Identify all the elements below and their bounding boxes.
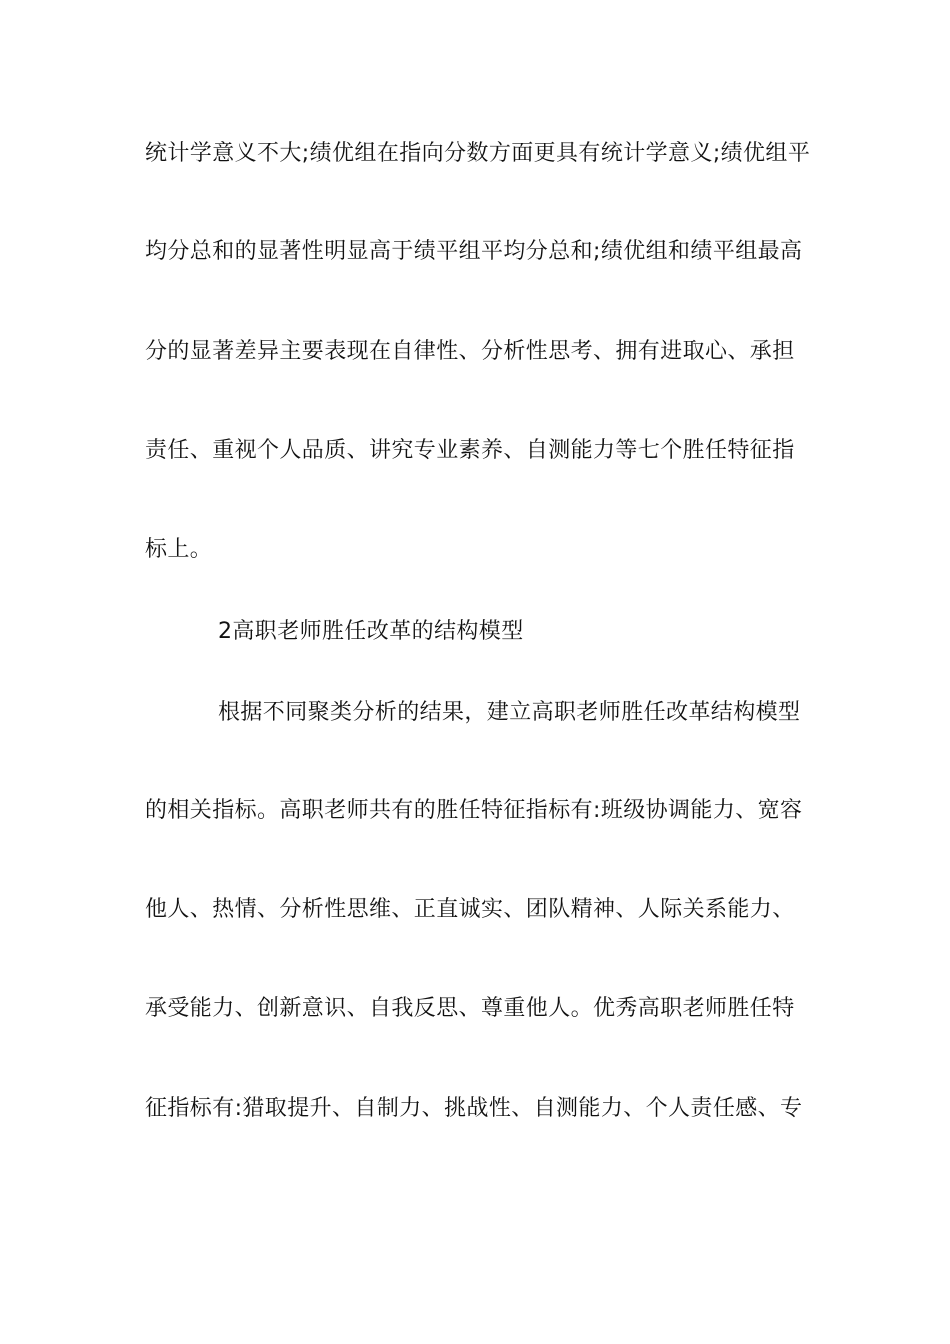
text-line-1: 统计学意义不大;绩优组在指向分数方面更具有统计学意义;绩优组平 — [145, 141, 811, 166]
paragraph-line-1: 根据不同聚类分析的结果，建立高职老师胜任改革结构模型 — [218, 700, 801, 725]
paragraph-line-3: 他人、热情、分析性思维、正直诚实、团队精神、人际关系能力、 — [145, 897, 795, 922]
text-line-4: 责任、重视个人品质、讲究专业素养、自测能力等七个胜任特征指 — [145, 438, 795, 463]
section-heading: 2高职老师胜任改革的结构模型 — [218, 619, 524, 644]
text-line-3: 分的显著差异主要表现在自律性、分析性思考、拥有进取心、承担 — [145, 339, 795, 364]
text-line-5: 标上。 — [145, 537, 213, 562]
paragraph-line-2: 的相关指标。高职老师共有的胜任特征指标有:班级协调能力、宽容 — [145, 798, 803, 823]
text-line-2: 均分总和的显著性明显高于绩平组平均分总和;绩优组和绩平组最高 — [145, 239, 803, 264]
paragraph-line-4: 承受能力、创新意识、自我反思、尊重他人。优秀高职老师胜任特 — [145, 996, 795, 1021]
paragraph-line-5: 征指标有:猎取提升、自制力、挑战性、自测能力、个人责任感、专 — [145, 1096, 803, 1121]
